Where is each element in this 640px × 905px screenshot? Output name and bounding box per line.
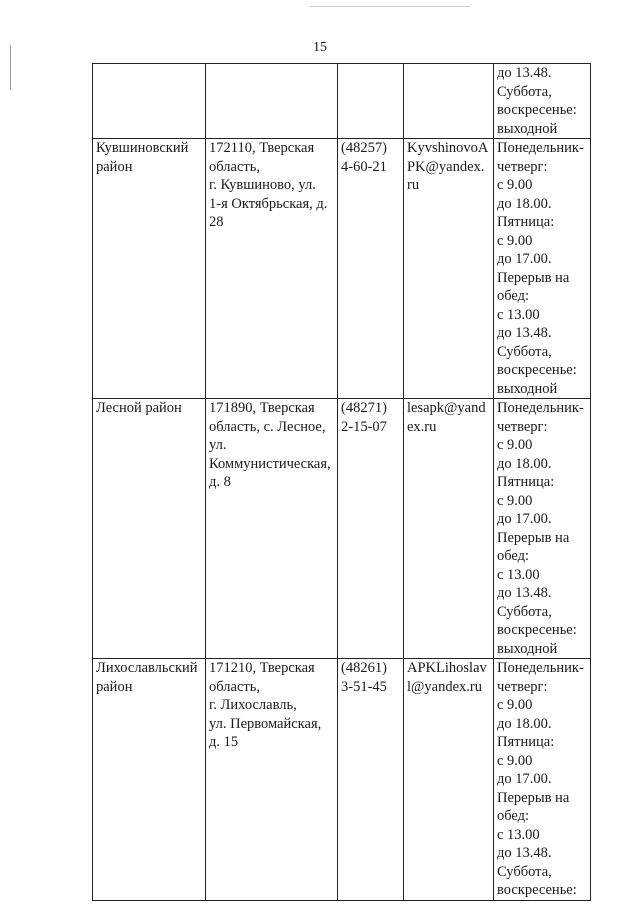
hours-cell: Понедельник- четверг: с 9.00 до 18.00. Пятница: с 9.00 до 17.00. Перерыв на обед: с 13.00 до 13.48. Суббота, воскресенье: выходной xyxy=(494,399,591,659)
phone-cell: (48271) 2-15-07 xyxy=(338,399,404,659)
address-cell: 172110, Тверская область, г. Кувшиново, ул. 1-я Октябрьская, д. 28 xyxy=(206,139,338,399)
email-cell: APKLihoslav l@yandex.ru xyxy=(404,659,494,901)
phone-cell: (48257) 4-60-21 xyxy=(338,139,404,399)
email-cell: lesapk@yand ex.ru xyxy=(404,399,494,659)
page-number: 15 xyxy=(313,40,327,55)
hours-cell: Понедельник- четверг: с 9.00 до 18.00. Пятница: с 9.00 до 17.00. Перерыв на обед: с 13.00 до 13.48. Суббота, воскресенье: xyxy=(494,659,591,901)
table-row xyxy=(93,139,591,399)
hours-cell: Понедельник- четверг: с 9.00 до 18.00. Пятница: с 9.00 до 17.00. Перерыв на обед: с 13.00 до 13.48. Суббота, воскресенье: выходной xyxy=(494,139,591,399)
table-row xyxy=(93,399,591,659)
offices-table xyxy=(92,63,591,901)
district-cell: Лихославльский район xyxy=(93,659,206,901)
email-cell xyxy=(404,64,494,139)
phone-cell xyxy=(338,64,404,139)
table-row xyxy=(93,64,591,139)
address-cell: 171890, Тверская область, с. Лесное, ул. Коммунистическая, д. 8 xyxy=(206,399,338,659)
hours-cell: до 13.48. Суббота, воскресенье: выходной xyxy=(494,64,591,139)
scan-artifact-top xyxy=(310,6,470,7)
district-cell: Лесной район xyxy=(93,399,206,659)
district-cell: Кувшиновский район xyxy=(93,139,206,399)
phone-cell: (48261) 3-51-45 xyxy=(338,659,404,901)
address-cell xyxy=(206,64,338,139)
district-cell xyxy=(93,64,206,139)
address-cell: 171210, Тверская область, г. Лихославль, ул. Первомайская, д. 15 xyxy=(206,659,338,901)
email-cell: KyvshinovoA PK@yandex. ru xyxy=(404,139,494,399)
table-row xyxy=(93,659,591,901)
